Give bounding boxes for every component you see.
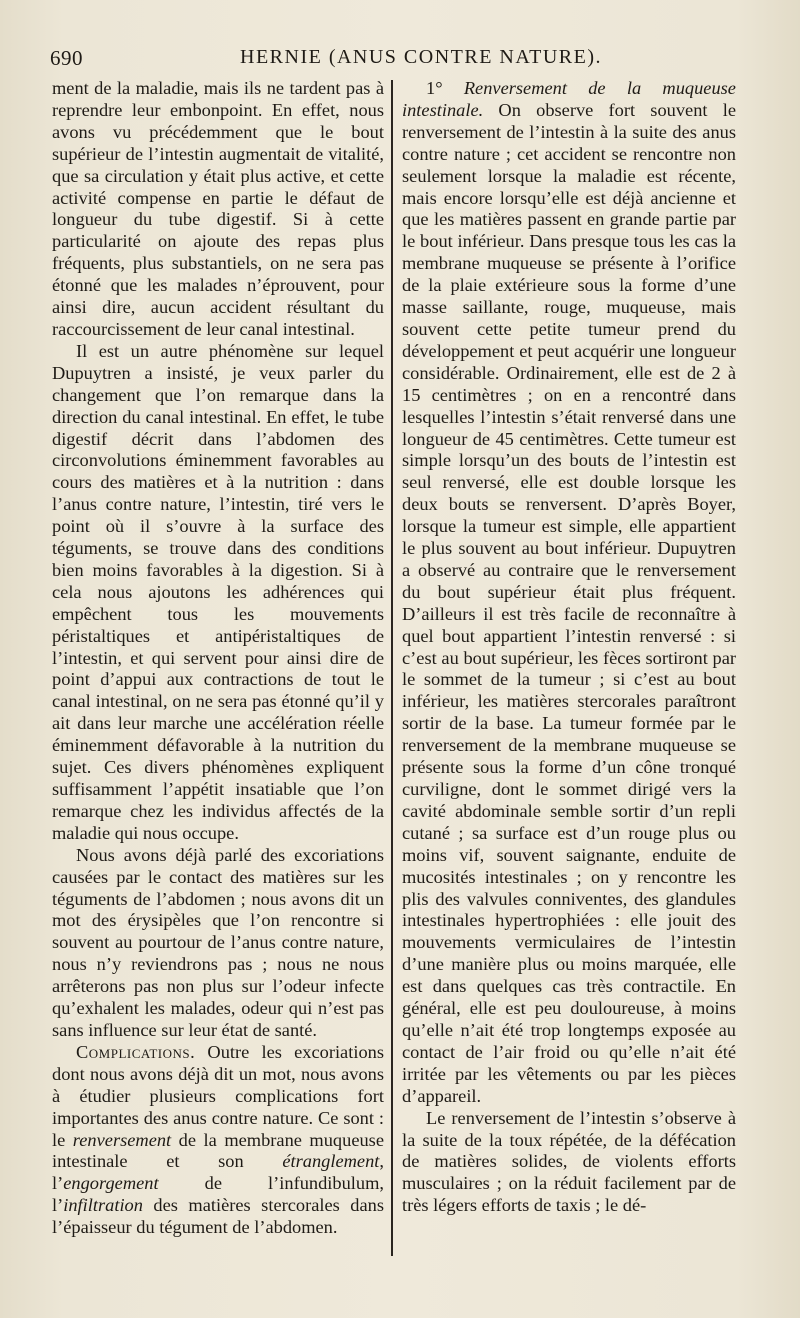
section-paragraph [402, 78, 736, 1108]
section-number: 1° [426, 78, 443, 98]
page-header [50, 46, 770, 72]
left-column [52, 78, 384, 1239]
emphasis-infiltration: infiltration [63, 1195, 143, 1216]
section-title: Renversement de la muqueuse intestinale. [402, 78, 736, 120]
text-run: de la membrane muqueuse intestinale et son [52, 1129, 384, 1172]
paragraph: Il est un autre phénomène sur lequel Dupuytren a insisté, je veux parler du changement que l’on remarque dans la direction du canal intestinal. En effet, le tube digestif décrit dans l’abdomen des circonvolutions éminemment favorables au cours des matières et à la nutrition : dans l’anus contre nature, l’intestin, tiré vers le point où il s’ouvre à la surface des téguments, se trouve dans des conditions bien moins favorables à la digestion. Si à cela nous ajoutons les adhérences qui empêchent tous les mouvements péristaltiques et antipéristaltiques de l’intestin, et qui servent pour ainsi dire de point d’appui aux contractions de tout le canal intestinal, on ne sera pas étonné qu’il y ait dans leur marche une accélération réelle éminemment défavorable à la nutrition du sujet. Ces divers phénomènes expliquent suffisamment l’appétit insatiable que l’on remarque chez les individus affectés de la maladie qui nous occupe. [52, 340, 384, 843]
paragraph: ment de la maladie, mais ils ne tardent pas à reprendre leur embonpoint. En effet, nous avons vu précédemment que le bout supérieur de l’intestin augmentait de vitalité, que sa circulation y était plus active, et cette activité compense en partie le défaut de longueur du tube digestif. Si à cette particularité on ajoute des repas plus fréquents, plus substantiels, on ne sera pas étonné que les malades n’éprouvent, pour ainsi dire, aucun accident résultant du raccourcissement de leur canal intestinal. [52, 78, 384, 339]
right-column [402, 78, 736, 1217]
complications-paragraph [52, 1042, 384, 1239]
text-run: de l’infundibulum, l’ [52, 1173, 384, 1216]
emphasis-etranglement: étranglement [282, 1151, 380, 1172]
emphasis-engorgement: engorgement [63, 1173, 159, 1194]
section-text: On observe fort souvent le renversement de l’intestin à la suite des anus contre nature ; cet accident se rencontre non seulement lorsque la maladie est récente, mais encore lorsqu’elle est déjà ancienne et que les matières passent en grande partie par le bout inférieur. Dans presque tous les cas la membrane muqueuse se présente à l’orifice de la plaie extérieure sous la forme d’une masse saillante, rouge, muqueuse, mais souvent cette petite tumeur prend du développement et peut acquérir une longueur considérable. Ordinairement, elle est de 2 à 15 centimètres ; on en a rencontré dans lesquelles l’intestin s’était renversé dans une longueur de 45 centimètres. Cette tumeur est simple lorsqu’un des bouts de l’intestin est seul renversé, elle est double lorsque les deux bouts se renversent. D’après Boyer, lorsque la tumeur est simple, elle appartient le plus souvent au bout inférieur. Dupuytren a observé au contraire que le renversement du bout supérieur était plus fréquent. D’ailleurs il est très facile de reconnaître à quel bout appartient l’intestin renversé : si c’est au bout supérieur, les fèces sortiront par le sommet de la tumeur ; si c’est au bout inférieur, les matières stercorales paraîtront sortir de la base. La tumeur formée par le renversement de la membrane muqueuse se présente sous la forme d’un cône tronqué curviligne, dont le sommet dirigé vers la cavité abdominale semble sortir d’un repli cutané ; sa surface est d’un rouge plus ou moins vif, souvent saignante, enduite de mucosités intestinales ; on y rencontre les plis des valvules conniventes, des glandules intestinales hypertrophiées : elle jouit des mouvements vermiculaires de l’intestin d’une manière plus ou moins marquée, elle est dans quelques cas très contractile. En général, elle est peu douloureuse, à moins qu’elle n’ait été trop longtemps exposée au contact de l’air froid ou qu’elle n’ait été irritée par les vêtements ou par les pièces d’appareil. [402, 99, 736, 1106]
paragraph: Le renversement de l’intestin s’observe à la suite de la toux répétée, de la défécation de matières solides, de violents efforts musculaires ; on la réduit facilement par de très légers efforts de taxis ; le dé- [402, 1107, 736, 1216]
running-head: HERNIE (ANUS CONTRE NATURE). [240, 46, 602, 68]
page-number: 690 [50, 46, 83, 70]
text-run: Outre les excoriations dont nous avons déjà dit un mot, nous avons à étudier plusieurs complications fort importantes des anus contre nature. Ce sont : le [52, 1041, 384, 1150]
emphasis-renversement: renversement [72, 1129, 172, 1150]
text-run: , l’ [52, 1151, 384, 1194]
complications-heading: Complications. [76, 1041, 196, 1062]
text-run: des matières stercorales dans l’épaisseur du tégument de l’abdomen. [52, 1195, 384, 1238]
column-divider [391, 80, 393, 1256]
paragraph: Nous avons déjà parlé des excoriations causées par le contact des matières sur les téguments de l’abdomen ; nous avons dit un mot des érysipèles que l’on rencontre si souvent au pourtour de l’anus contre nature, nous n’y reviendrons pas ; nous ne nous arrêterons pas non plus sur l’odeur infecte qu’exhalent les malades, odeur qui n’est pas sans influence sur leur état de santé. [52, 844, 384, 1040]
